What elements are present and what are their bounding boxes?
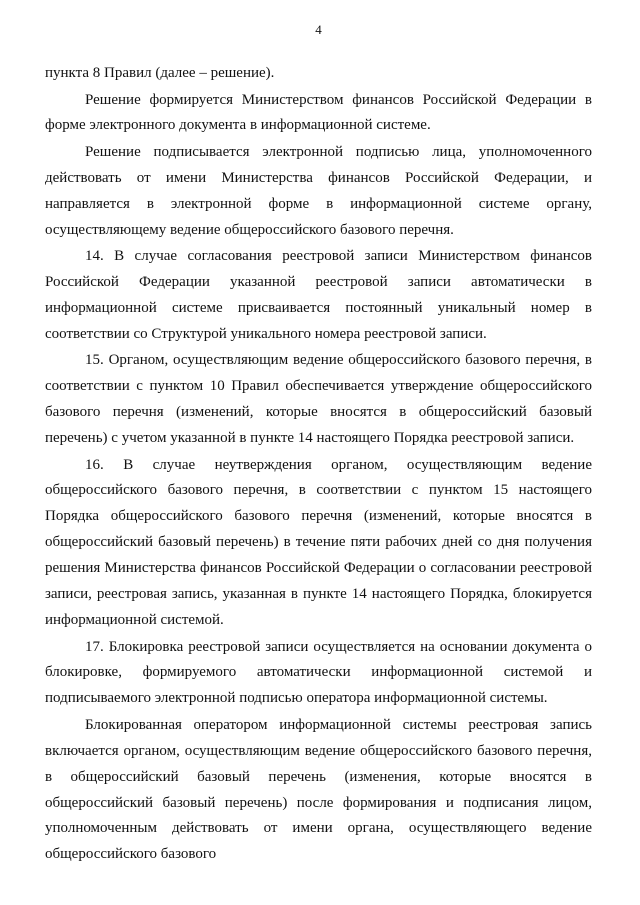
page-number: 4 bbox=[315, 22, 322, 37]
paragraph-item-15: 15. Органом, осуществляющим ведение общероссийского базового перечня, в соответствии с пунктом 10 Правил обеспечивается утверждение общероссийского базового перечня (изменений, которые вносятся в общероссийский базовый перечень) с учетом указанной в пункте 14 настоящего Порядка реестровой записи. bbox=[45, 352, 592, 447]
paragraph: Решение формируется Министерством финансов Российской Федерации в форме электронного документа в информационной системе. bbox=[45, 91, 592, 134]
paragraph-item-17: 17. Блокировка реестровой записи осуществляется на основании документа о блокировке, формируемого автоматически информационной системой и подписываемого электронной подписью оператора информационной системы. bbox=[45, 638, 592, 707]
paragraph: Решение подписывается электронной подписью лица, уполномоченного действовать от имени Министерства финансов Российской Федерации, и направляется в электронной форме в информационной системе органу, осуществляющему ведение общероссийского базового перечня. bbox=[45, 143, 592, 238]
paragraph-continuation: пункта 8 Правил (далее – решение). bbox=[45, 65, 275, 81]
paragraph-item-16: 16. В случае неутверждения органом, осуществляющим ведение общероссийского базового перечня, в соответствии с пунктом 15 настоящего Порядка общероссийского базового перечня (изменений, которые вносятся в общероссийский базовый перечень) в течение пяти рабочих дней со дня получения решения Министерства финансов Российской Федерации о согласовании реестровой записи, реестровая запись, указанная в пункте 14 настоящего Порядка, блокируется информационной системой. bbox=[45, 456, 592, 628]
paragraph: Блокированная оператором информационной системы реестровая запись включается органом, осуществляющим ведение общероссийского базового перечня, в общероссийский базовый перечень (изменения, которые вносятся в общероссийский базовый перечень) после формирования и подписания лицом, уполномоченным действовать от имени органа, осуществляющего ведение общероссийского базового bbox=[45, 716, 592, 863]
paragraph-item-14: 14. В случае согласования реестровой записи Министерством финансов Российской Федерации указанной реестровой записи автоматически в информационной системе присваивается постоянный уникальный номер в соответствии со Структурой уникального номера реестровой записи. bbox=[45, 248, 592, 342]
document-body bbox=[45, 61, 592, 868]
